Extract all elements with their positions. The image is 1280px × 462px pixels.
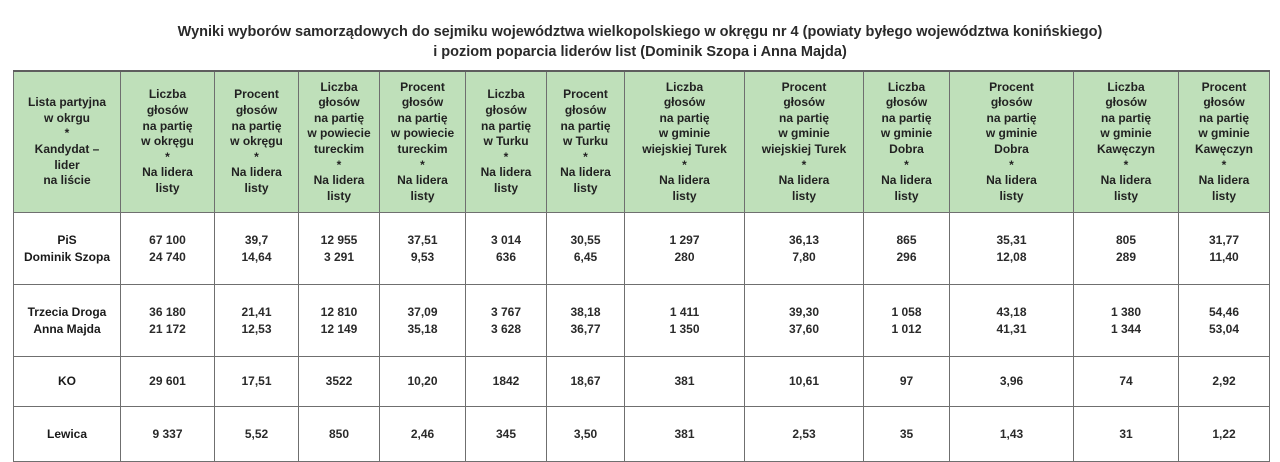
party-value: 36,13 (788, 232, 820, 247)
column-header-4 (380, 71, 466, 213)
column-header-line: Na lidera (778, 173, 830, 188)
title-line-2: i poziom poparcia liderów list (Dominik Szopa i Anna Majda) (433, 44, 847, 60)
party-value: 74 (1119, 374, 1133, 388)
leader-value: 12,53 (241, 321, 272, 336)
row-label-line: PiS (57, 232, 77, 247)
table-cell (864, 407, 950, 462)
party-value: 9 337 (152, 426, 183, 441)
column-header-line: * (801, 157, 807, 172)
column-header-line: w gminie (778, 126, 830, 141)
column-header-3 (299, 71, 380, 213)
column-header-line: Na lidera (313, 173, 365, 188)
table-cell (466, 357, 547, 407)
party-value: 10,61 (788, 374, 820, 388)
column-header-line: listy (326, 188, 351, 203)
table-cell (950, 285, 1074, 357)
leader-value: 41,31 (996, 321, 1027, 336)
column-header-line: Na lidera (142, 165, 193, 180)
column-header-line: w powiecie (307, 126, 371, 141)
column-header-line: głosów (485, 103, 527, 118)
table-cell (380, 357, 466, 407)
column-header-line: na partię (986, 110, 1037, 125)
table-cell (745, 407, 864, 462)
column-header-line: Kawęczyn (1096, 142, 1156, 156)
table-cell (466, 407, 547, 462)
column-header-line: głosów (663, 95, 706, 110)
party-value: 1,22 (1212, 426, 1236, 441)
party-value: 43,18 (996, 304, 1027, 319)
column-header-line: Na lidera (1198, 173, 1250, 188)
column-header-line: na partię (1100, 110, 1151, 125)
leader-value: 280 (674, 249, 695, 264)
column-header-line: Procent (1201, 79, 1247, 94)
party-value: 97 (899, 374, 914, 388)
column-header-line: głosów (401, 95, 444, 110)
table-cell (547, 285, 625, 357)
party-value: 35,31 (996, 232, 1027, 247)
column-header-line: listy (999, 188, 1024, 203)
table-cell (299, 357, 380, 407)
column-header-line: * (336, 157, 342, 172)
party-value: 1 380 (1110, 304, 1142, 319)
table-row (14, 285, 1270, 357)
table-cell (1179, 285, 1270, 357)
table-cell (745, 357, 864, 407)
leader-value: 35,18 (407, 321, 438, 336)
party-value: 2,46 (410, 426, 435, 441)
party-value: 67 100 (149, 232, 186, 247)
column-header-line: Kawęczyn (1194, 142, 1254, 156)
table-cell (625, 213, 745, 285)
column-header-line: na partię (397, 110, 448, 125)
table-cell (547, 357, 625, 407)
table-cell (745, 213, 864, 285)
table-cell (121, 357, 215, 407)
row-label-line: Dominik Szopa (23, 249, 110, 264)
party-value: 5,52 (244, 426, 269, 441)
header-row (14, 71, 1270, 213)
party-value: 38,18 (570, 304, 601, 319)
party-value: 10,20 (407, 374, 438, 388)
party-value: 21,41 (241, 304, 272, 319)
column-header-line: Liczba (1107, 79, 1145, 94)
table-cell (1074, 285, 1179, 357)
party-value: 3522 (325, 374, 353, 388)
party-value: 1842 (492, 374, 520, 388)
column-header-line: * (165, 149, 170, 164)
column-header-line: głosów (1105, 95, 1147, 110)
column-header-line: na partię (1198, 110, 1249, 125)
table-cell (1074, 357, 1179, 407)
table-cell (1074, 213, 1179, 285)
row-label-line: Lewica (46, 426, 88, 441)
party-value: 3 014 (490, 232, 522, 247)
column-header-line: Procent (781, 79, 827, 94)
leader-value: 11,40 (1209, 249, 1239, 264)
column-header-line: w Turku (483, 134, 529, 149)
leader-value: 1 350 (669, 321, 700, 336)
party-value: 30,55 (570, 232, 601, 247)
party-value: 2,53 (792, 426, 816, 441)
leader-value: 24 740 (149, 249, 186, 264)
table-cell (215, 407, 299, 462)
party-value: 805 (1115, 232, 1137, 247)
column-header-line: w gminie (880, 126, 933, 141)
party-value: 2,92 (1212, 374, 1236, 388)
column-header-line: Na lidera (560, 165, 611, 180)
leader-value: 636 (495, 249, 517, 264)
party-value: 3,96 (999, 374, 1024, 388)
table-cell (299, 285, 380, 357)
leader-value: 3 291 (323, 249, 355, 264)
column-header-line: * (64, 126, 70, 141)
column-header-line: w gminie (658, 126, 711, 141)
table-row (14, 407, 1270, 462)
party-value: 18,67 (570, 374, 601, 388)
column-header-line: Na lidera (659, 173, 710, 188)
party-value: 37,09 (407, 304, 438, 319)
column-header-line: na partię (778, 110, 829, 125)
column-header-line: Dobra (994, 142, 1029, 156)
table-row (14, 213, 1270, 285)
column-header-line: w powiecie (390, 126, 455, 141)
party-value: 37,51 (407, 232, 438, 247)
column-header-line: na partię (560, 118, 611, 133)
leader-value: 12 149 (320, 321, 358, 336)
party-value: 12 955 (320, 232, 358, 247)
column-header-line: w okręgu (230, 134, 283, 149)
column-header-line: w okręgu (141, 134, 194, 149)
column-header-line: głosów (146, 103, 189, 118)
table-cell (1179, 213, 1270, 285)
column-header-line: Liczba (887, 79, 926, 94)
table-cell (950, 407, 1074, 462)
table-cell (1179, 357, 1270, 407)
table-cell (547, 407, 625, 462)
row-label (14, 213, 121, 285)
row-label (14, 357, 121, 407)
column-header-line: * (420, 157, 425, 172)
column-header-line: na partię (313, 110, 364, 125)
column-header-10 (950, 71, 1074, 213)
title-line-1: Wyniki wyborów samorządowych do sejmiku województwa wielkopolskiego w okręgu nr 4 (powiaty byłego województwa konińskiego) (177, 24, 1103, 40)
leader-value: 21 172 (149, 321, 186, 336)
column-header-line: listy (410, 188, 435, 203)
column-header-line: Liczba (665, 79, 704, 94)
column-header-line: * (682, 157, 687, 172)
table-cell (950, 213, 1074, 285)
column-header-line: głosów (885, 95, 928, 110)
column-header-line: na partię (659, 110, 710, 125)
party-value: 381 (674, 426, 695, 441)
leader-value: 12,08 (996, 249, 1027, 264)
results-table (13, 70, 1270, 462)
table-cell (950, 357, 1074, 407)
document-title (0, 22, 1280, 62)
column-header-line: listy (155, 180, 180, 195)
column-header-line: listy (791, 188, 816, 203)
column-header-7 (625, 71, 745, 213)
party-value: 17,51 (241, 374, 272, 388)
column-header-line: Na lidera (231, 165, 282, 180)
table-cell (215, 285, 299, 357)
column-header-line: tureckim (313, 142, 365, 156)
column-header-12 (1179, 71, 1270, 213)
leader-value: 3 628 (490, 321, 522, 336)
table-cell (121, 285, 215, 357)
column-header-line: * (1009, 157, 1014, 172)
column-header-line: Kandydat – (34, 142, 100, 156)
row-label-line: Trzecia Droga (27, 304, 107, 319)
table-cell (1074, 407, 1179, 462)
column-header-line: * (1123, 157, 1129, 172)
column-header-line: Procent (989, 79, 1034, 94)
row-label-line: Anna Majda (33, 321, 101, 336)
party-value: 29 601 (149, 374, 186, 388)
party-value: 3,50 (573, 426, 598, 441)
column-header-11 (1074, 71, 1179, 213)
column-header-line: Na lidera (986, 173, 1037, 188)
column-header-line: głosów (783, 95, 825, 110)
column-header-line: wiejskiej Turek (642, 142, 727, 156)
column-header-0 (14, 71, 121, 213)
leader-value: 53,04 (1208, 321, 1240, 336)
party-value: 31 (1119, 426, 1133, 441)
leader-value: 1 012 (891, 321, 922, 336)
leader-value: 1 344 (1110, 321, 1142, 336)
table-cell (864, 285, 950, 357)
column-header-line: Na lidera (881, 173, 932, 188)
party-value: 39,7 (244, 232, 269, 247)
leader-value: 9,53 (410, 249, 435, 264)
party-value: 36 180 (149, 304, 186, 319)
leader-value: 36,77 (570, 321, 601, 336)
table-cell (625, 357, 745, 407)
table-cell (299, 407, 380, 462)
party-value: 850 (328, 426, 350, 441)
column-header-line: wiejskiej Turek (761, 142, 847, 156)
column-header-5 (466, 71, 547, 213)
column-header-line: Lista partyjna (27, 95, 107, 110)
column-header-9 (864, 71, 950, 213)
table-cell (380, 285, 466, 357)
party-value: 31,77 (1208, 232, 1240, 247)
leader-value: 289 (1115, 249, 1137, 264)
column-header-line: listy (894, 188, 919, 203)
party-value: 1 297 (669, 232, 700, 247)
table-cell (380, 407, 466, 462)
column-header-8 (745, 71, 864, 213)
column-header-line: listy (672, 188, 697, 203)
column-header-line: tureckim (397, 142, 448, 156)
column-header-line: głosów (1203, 95, 1245, 110)
table-cell (864, 357, 950, 407)
table-cell (121, 407, 215, 462)
column-header-line: Liczba (487, 87, 525, 102)
table-cell (121, 213, 215, 285)
column-header-line: Liczba (320, 79, 358, 94)
table-cell (299, 213, 380, 285)
column-header-line: na partię (881, 110, 932, 125)
table-cell (547, 213, 625, 285)
column-header-1 (121, 71, 215, 213)
party-value: 12 810 (320, 304, 358, 319)
party-value: 1,43 (999, 426, 1024, 441)
column-header-line: Dobra (889, 142, 924, 156)
column-header-line: głosów (318, 95, 360, 110)
column-header-line: listy (573, 180, 598, 195)
column-header-line: * (1221, 157, 1227, 172)
column-header-line: głosów (235, 103, 278, 118)
party-value: 1 058 (891, 304, 922, 319)
table-cell (466, 285, 547, 357)
column-header-6 (547, 71, 625, 213)
table-row (14, 357, 1270, 407)
column-header-line: w okrgu (43, 110, 90, 125)
row-label (14, 407, 121, 462)
party-value: 35 (899, 426, 914, 441)
party-value: 3 767 (490, 304, 522, 319)
column-header-line: listy (1211, 188, 1236, 203)
column-header-line: w gminie (1100, 126, 1152, 141)
column-header-line: Na lidera (1100, 173, 1152, 188)
table-cell (745, 285, 864, 357)
table-body (14, 213, 1270, 462)
column-header-line: Na lidera (480, 165, 532, 180)
leader-value: 7,80 (792, 249, 816, 264)
row-label-line: KO (58, 374, 76, 388)
leader-value: 296 (896, 249, 917, 264)
column-header-line: * (503, 149, 509, 164)
column-header-line: na liście (43, 173, 91, 188)
party-value: 381 (674, 374, 695, 388)
table-cell (864, 213, 950, 285)
column-header-line: w Turku (562, 134, 609, 149)
leader-value: 37,60 (788, 321, 820, 336)
column-header-line: Liczba (148, 87, 187, 102)
column-header-line: Na lidera (397, 173, 448, 188)
column-header-line: w gminie (985, 126, 1038, 141)
party-value: 1 411 (669, 304, 700, 319)
column-header-line: Procent (400, 79, 445, 94)
column-header-line: na partię (480, 118, 531, 133)
table-cell (625, 407, 745, 462)
column-header-line: * (904, 157, 909, 172)
column-header-line: głosów (564, 103, 607, 118)
column-header-line: * (583, 149, 588, 164)
party-value: 345 (495, 426, 517, 441)
column-header-line: Procent (234, 87, 279, 102)
table-cell (1179, 407, 1270, 462)
column-header-line: Procent (563, 87, 608, 102)
row-label (14, 285, 121, 357)
table-cell (466, 213, 547, 285)
column-header-line: na partię (231, 118, 282, 133)
column-header-line: głosów (990, 95, 1033, 110)
table-cell (215, 357, 299, 407)
column-header-line: w gminie (1198, 126, 1250, 141)
column-header-line: * (254, 149, 259, 164)
column-header-line: na partię (142, 118, 193, 133)
leader-value: 14,64 (241, 249, 272, 264)
party-value: 865 (896, 232, 917, 247)
table-cell (625, 285, 745, 357)
table-cell (380, 213, 466, 285)
table-cell (215, 213, 299, 285)
column-header-line: listy (244, 180, 269, 195)
column-header-line: listy (493, 180, 518, 195)
leader-value: 6,45 (573, 249, 598, 264)
party-value: 54,46 (1208, 304, 1240, 319)
column-header-line: listy (1113, 188, 1138, 203)
party-value: 39,30 (788, 304, 820, 319)
column-header-2 (215, 71, 299, 213)
column-header-line: lider (54, 157, 80, 172)
